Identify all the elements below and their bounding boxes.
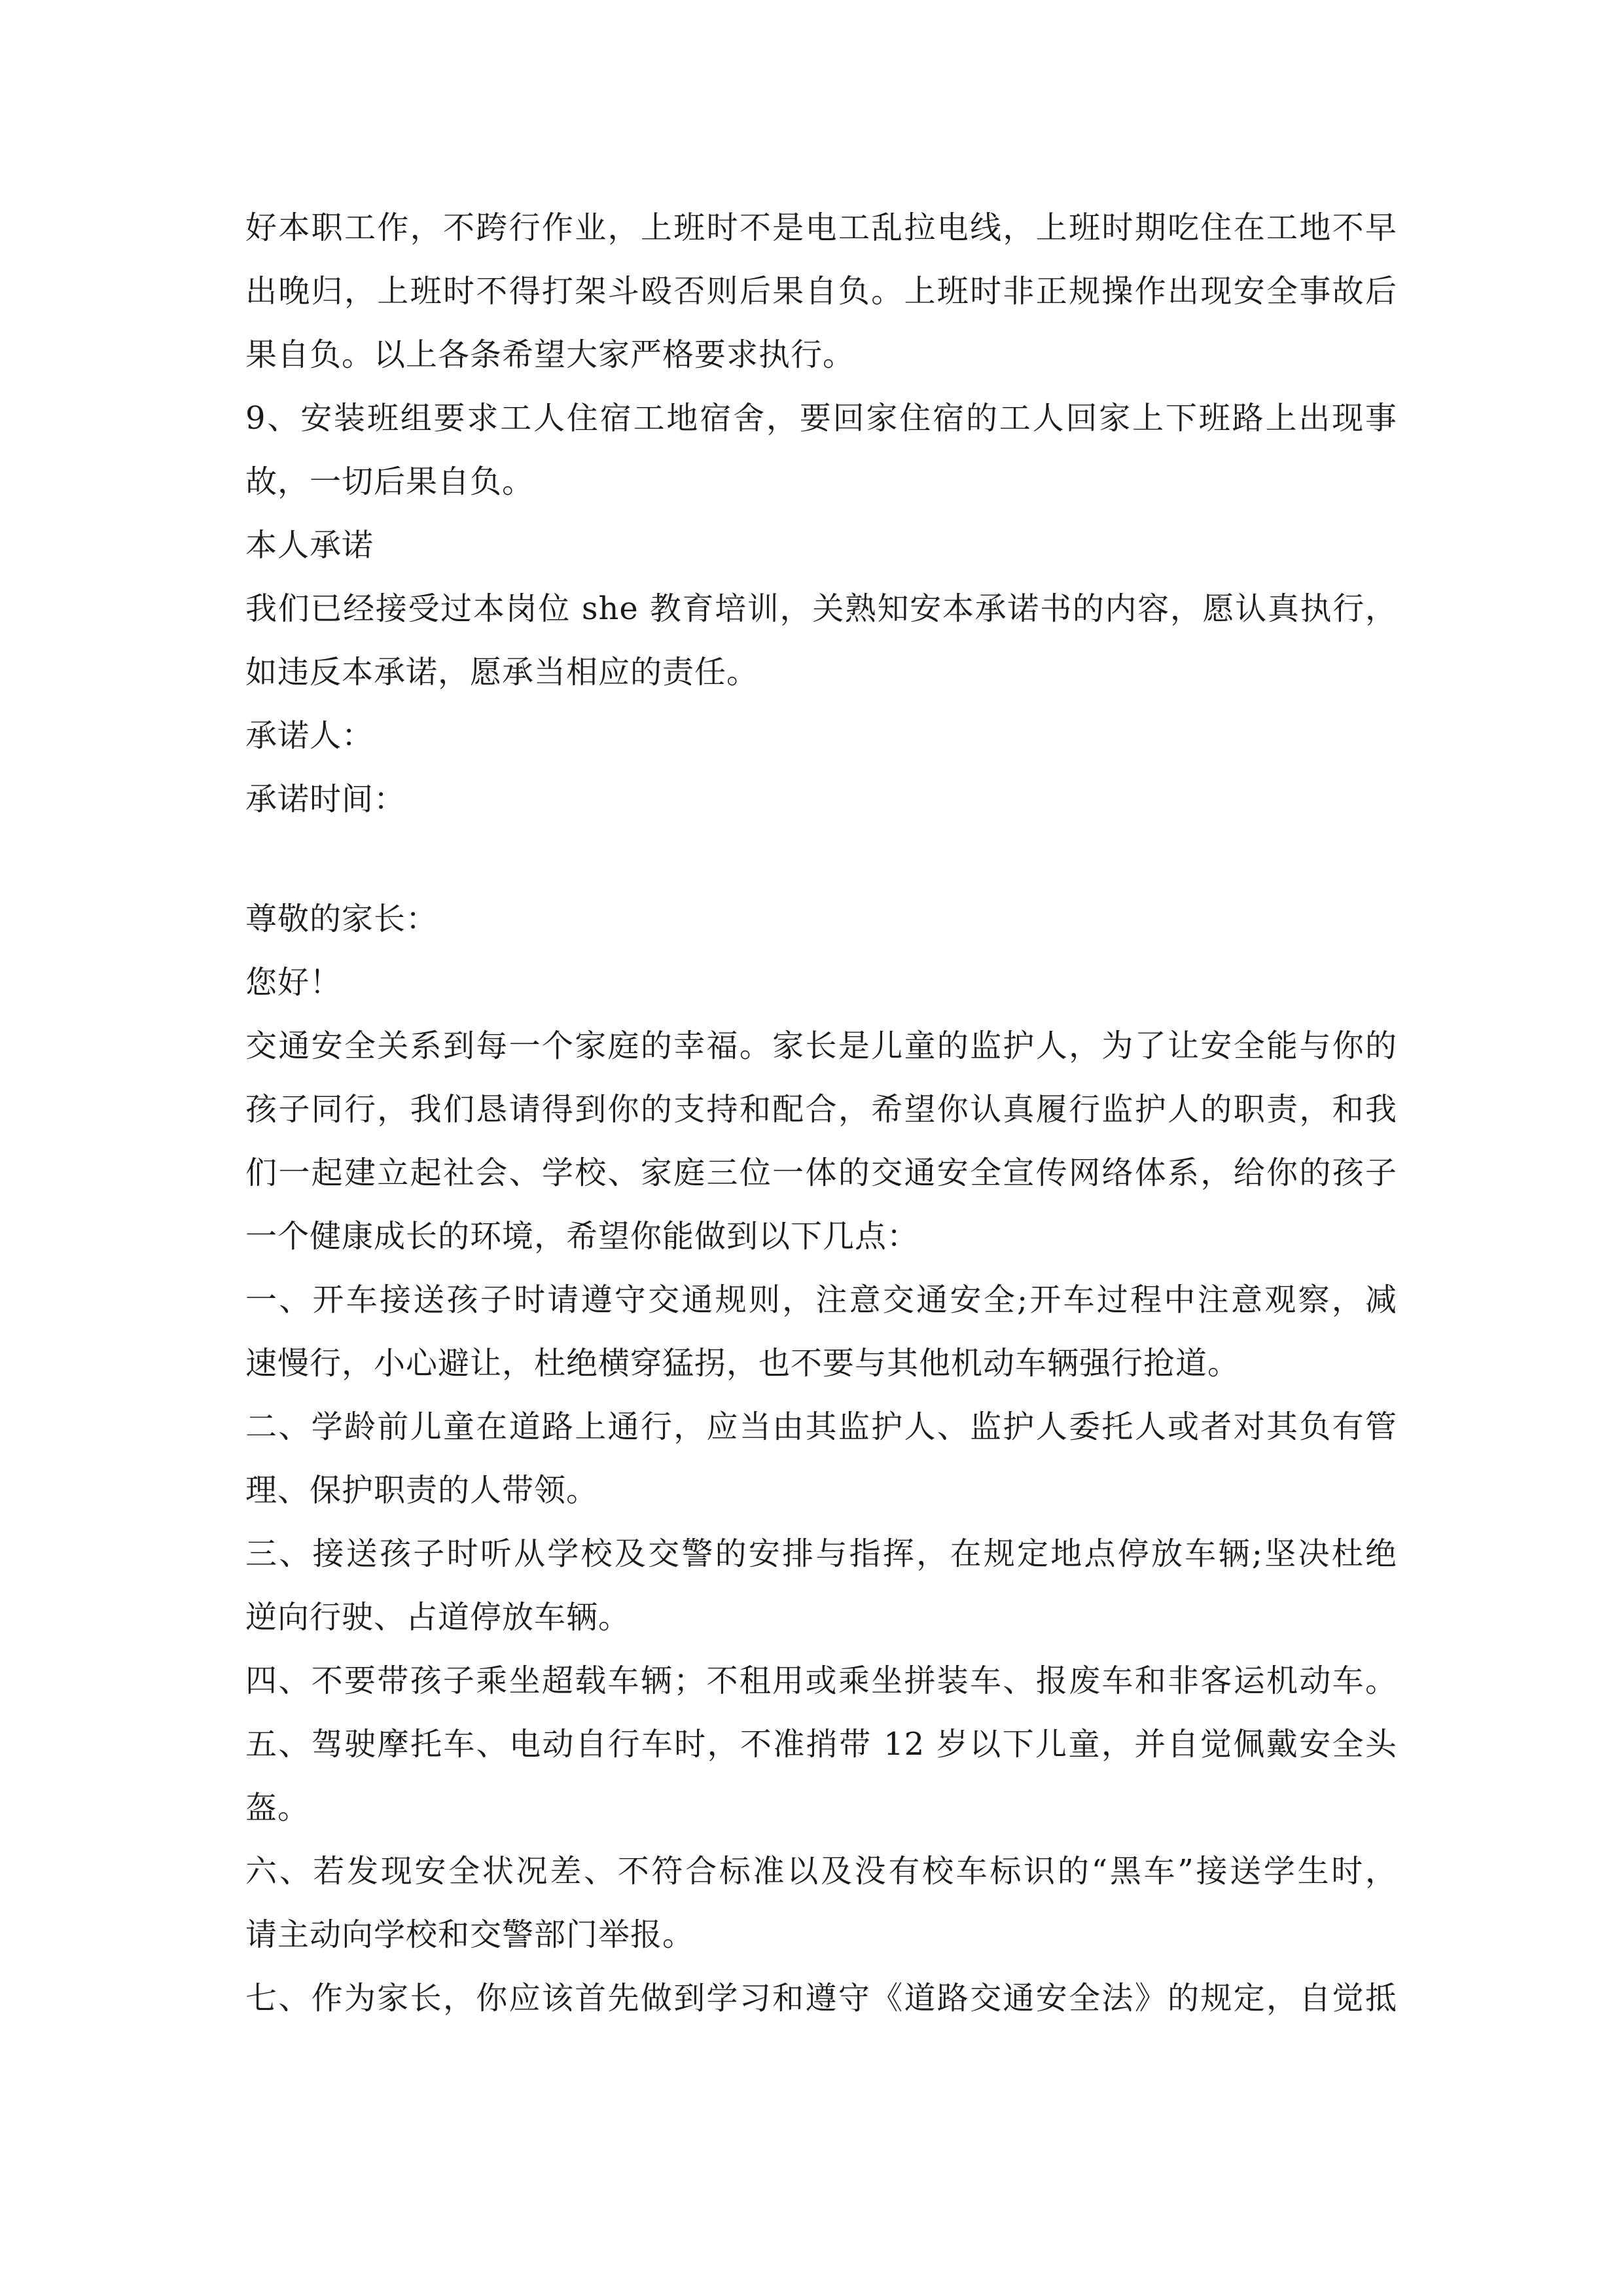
list-item-line: 二、学龄前儿童在道路上通行，应当由其监护人、监护人委托人或者对其负有管 [245, 1408, 1397, 1445]
list-item-line: 请主动向学校和交警部门举报。 [245, 1916, 695, 1953]
text-line: 故，一切后果自负。 [245, 463, 535, 500]
list-item-line: 三、接送孩子时听从学校及交警的安排与指挥，在规定地点停放车辆;坚决杜绝 [245, 1535, 1397, 1572]
commitment-heading: 本人承诺 [245, 527, 374, 564]
text-line: 9、安装班组要求工人住宿工地宿舍，要回家住宿的工人回家上下班路上出现事 [245, 400, 1397, 437]
list-item-line: 六、若发现安全状况差、不符合标准以及没有校车标识的“黑车”接送学生时， [245, 1853, 1397, 1890]
list-item-line: 速慢行，小心避让，杜绝横穿猛拐，也不要与其他机动车辆强行抢道。 [245, 1345, 1240, 1382]
signatory-label: 承诺人： [245, 717, 374, 754]
commitment-section [245, 196, 1397, 831]
text-line: 孩子同行，我们恳请得到你的支持和配合，希望你认真履行监护人的职责，和我 [245, 1091, 1397, 1128]
commitment-date-label: 承诺时间： [245, 781, 406, 817]
list-item-line: 四、不要带孩子乘坐超载车辆；不租用或乘坐拼装车、报废车和非客运机动车。 [245, 1662, 1397, 1699]
text-line: 果自负。以上各条希望大家严格要求执行。 [245, 336, 855, 373]
text-line: 如违反本承诺，愿承当相应的责任。 [245, 654, 759, 691]
text-line: 好本职工作，不跨行作业，上班时不是电工乱拉电线，上班时期吃住在工地不早 [245, 209, 1397, 246]
text-line: 出晚归，上班时不得打架斗殴否则后果自负。上班时非正规操作出现安全事故后 [245, 273, 1397, 310]
salutation: 尊敬的家长： [245, 901, 438, 937]
list-item-line: 七、作为家长，你应该首先做到学习和遵守《道路交通安全法》的规定，自觉抵 [245, 1980, 1397, 2017]
document-body [245, 196, 1397, 2030]
text-line: 我们已经接受过本岗位 she 教育培训，关熟知安本承诺书的内容，愿认真执行， [245, 590, 1397, 627]
list-item-line: 理、保护职责的人带领。 [245, 1472, 599, 1509]
list-item-line: 五、驾驶摩托车、电动自行车时，不准捎带 12 岁以下儿童，并自觉佩戴安全头 [245, 1726, 1397, 1763]
parent-letter-section [245, 888, 1397, 2030]
text-line: 交通安全关系到每一个家庭的幸福。家长是儿童的监护人，为了让安全能与你的 [245, 1028, 1397, 1064]
text-line: 们一起建立起社会、学校、家庭三位一体的交通安全宣传网络体系，给你的孩子 [245, 1155, 1397, 1191]
greeting: 您好！ [245, 964, 342, 1001]
list-item-line: 逆向行驶、占道停放车辆。 [245, 1599, 631, 1636]
list-item-line: 一、开车接送孩子时请遵守交通规则，注意交通安全;开车过程中注意观察，减 [245, 1282, 1397, 1318]
list-item-line: 盔。 [245, 1789, 310, 1826]
text-line: 一个健康成长的环境，希望你能做到以下几点： [245, 1218, 919, 1255]
section-spacer [245, 831, 1397, 888]
